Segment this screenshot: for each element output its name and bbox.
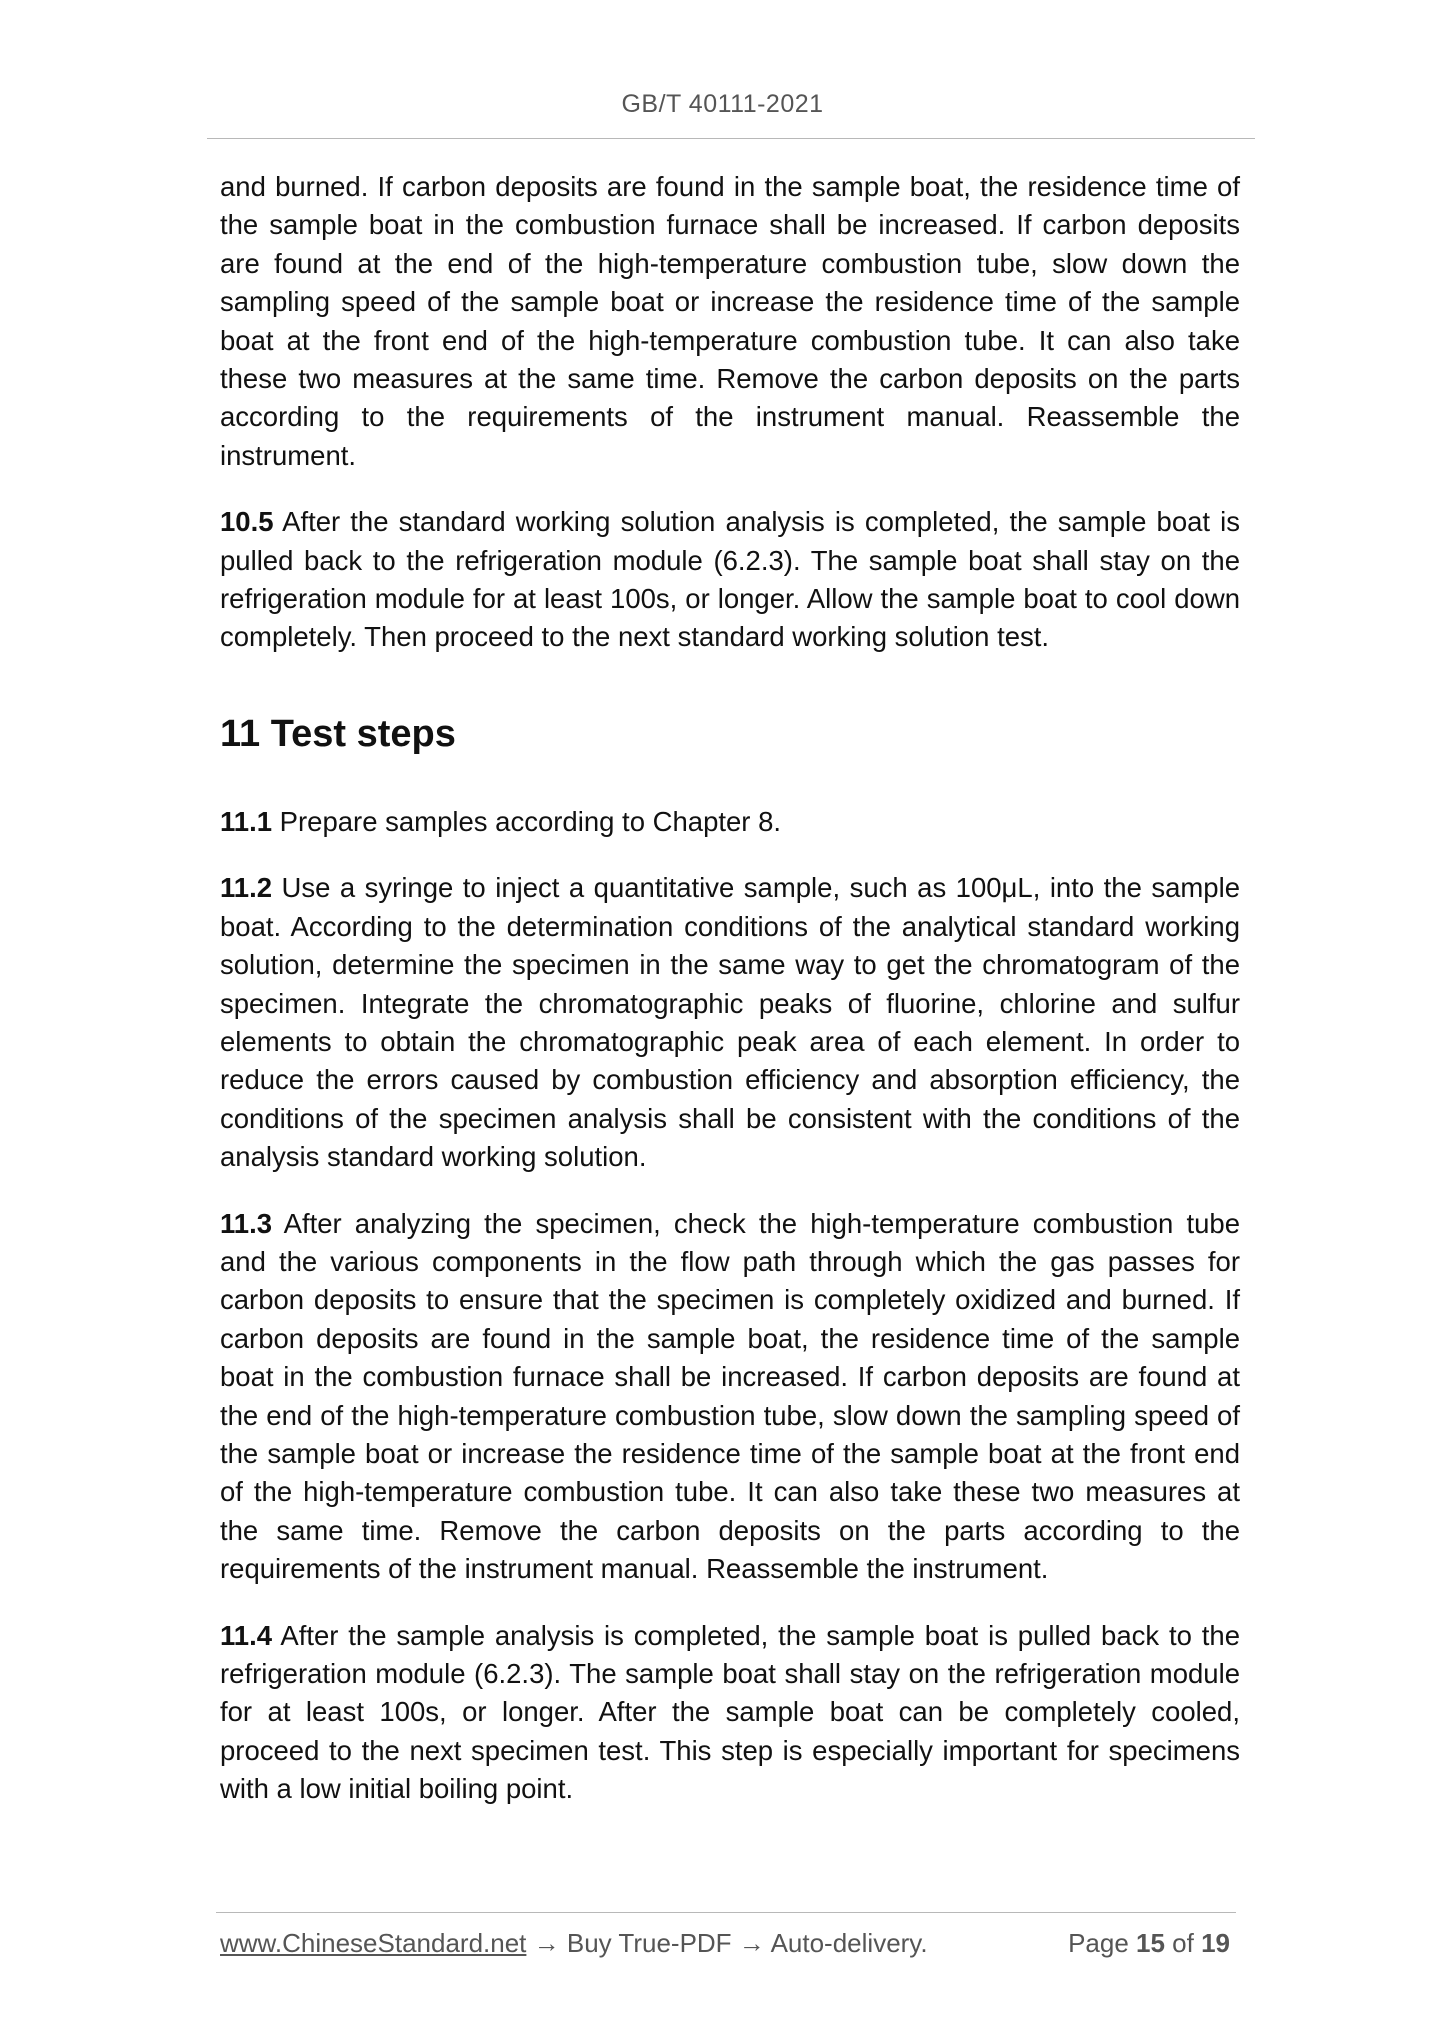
clause-number: 11.4 [220,1619,273,1651]
clause-number: 11.3 [220,1207,273,1239]
footer-divider [216,1912,1236,1913]
header-divider [207,138,1255,139]
clause-10-5 [220,503,1240,657]
clause-text: After the standard working solution analysis is completed, the sample boat is pulled back to the refrigeration module (6.2.3). The sample boat shall stay on the refrigeration module for at least 100s, or longer. Allow the sample boat to cool down completely. Then proceed to the next standard working solution test. [220,506,1240,653]
clause-text: Prepare samples according to Chapter 8. [272,805,782,837]
clause-11-1 [220,803,1240,841]
clause-text: After the sample analysis is completed, the sample boat is pulled back to the refrigeration module (6.2.3). The sample boat shall stay on the refrigeration module for at least 100s, or longer. After the sample boat can be completely cooled, proceed to the next specimen test. This step is especially important for specimens with a low initial boiling point. [220,1619,1240,1805]
page-of-label: of [1164,1928,1202,1958]
promo-text: → Buy True-PDF → Auto-delivery. [526,1928,928,1958]
continued-paragraph: and burned. If carbon deposits are found in the sample boat, the residence time of the sample boat in the combustion furnace shall be increased. If carbon deposits are found at the end of the high-temperature combustion tube, slow down the sampling speed of the sample boat or increase the residence time of the sample boat at the front end of the high-temperature combustion tube. It can also take these two measures at the same time. Remove the carbon deposits on the parts according to the requirements of the instrument manual. Reassemble the instrument. [220,171,1240,471]
clause-text: Use a syringe to inject a quantitative sample, such as 100μL, into the sample boat. According to the determination conditions of the analytical standard working solution, determine the specimen in the same way to get the chromatogram of the specimen. Integrate the chromatographic peaks of fluorine, chlorine and sulfur elements to obtain the chromatographic peak area of each element. In order to reduce the errors caused by combustion efficiency and absorption efficiency, the conditions of the specimen analysis shall be consistent with the conditions of the analysis standard working solution. [220,872,1240,1173]
site-link[interactable]: www.ChineseStandard.net [220,1928,527,1958]
page-current: 15 [1136,1928,1165,1958]
document-header-code: GB/T 40111-2021 [621,90,824,118]
page-content [220,168,1240,1837]
clause-text: After analyzing the specimen, check the high-temperature combustion tube and the various components in the flow path through which the gas passes for carbon deposits to ensure that the specimen is completely oxidized and burned. If carbon deposits are found in the sample boat, the residence time of the sample boat in the combustion furnace shall be increased. If carbon deposits are found at the end of the high-temperature combustion tube, slow down the sampling speed of the sample boat or increase the residence time of the sample boat at the front end of the high-temperature combustion tube. It can also take these two measures at the same time. Remove the carbon deposits on the parts according to the requirements of the instrument manual. Reassemble the instrument. [220,1207,1240,1585]
clause-11-3 [220,1205,1240,1589]
clause-11-2 [220,869,1240,1176]
page-label: Page [1068,1928,1137,1958]
clause-number: 11.1 [220,805,273,837]
clause-11-4 [220,1617,1240,1809]
section-heading-test-steps: 11 Test steps [220,712,456,755]
footer-promo [220,1928,928,1959]
clause-number: 11.2 [220,872,273,904]
page-total: 19 [1201,1928,1230,1958]
page-indicator [1068,1928,1230,1959]
clause-number: 10.5 [220,506,274,538]
